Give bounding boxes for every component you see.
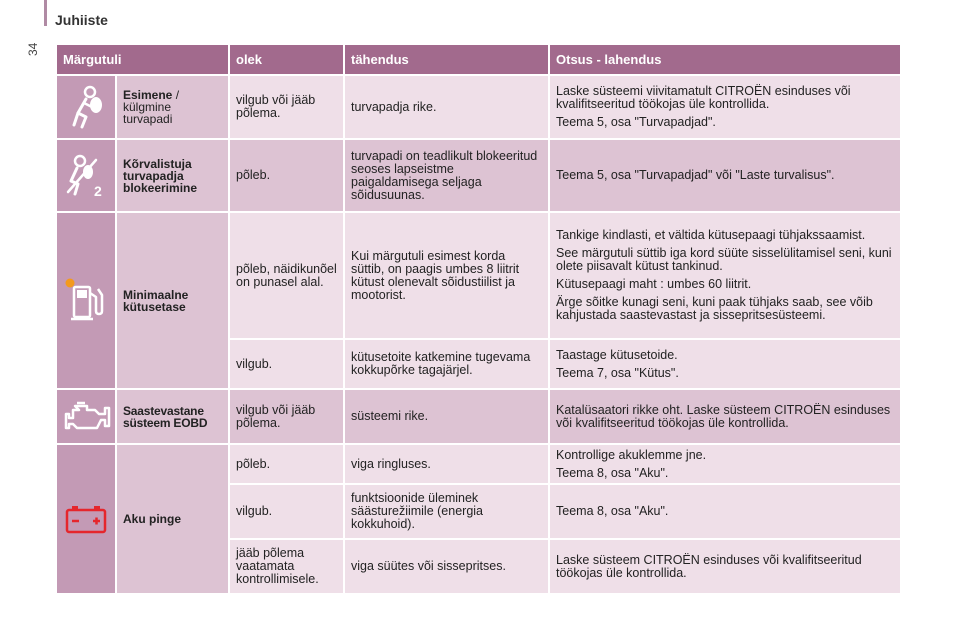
action-line: Teema 5, osa "Turvapadjad" või "Laste turvalisus". [556,168,835,182]
state-cell: vilgub. [230,340,345,390]
header-warning-light: Märgutuli [57,45,230,76]
header-state: olek [230,45,345,76]
meaning-cell: turvapadja rike. [345,76,550,140]
action-line: Kütusepaagi maht : umbes 60 liitrit. [556,277,752,291]
airbag-warning-icon [63,85,109,129]
header-action: Otsus - lahendus [550,45,902,76]
state-cell: vilgub või jääb põlema. [230,76,345,140]
action-cell [550,340,902,390]
action-cell [550,390,902,445]
action-line: Laske süsteemi viivitamatult CITROËN esinduses või kvalifitseeritud töökojas üle kontrollida. [556,84,851,111]
action-cell [550,140,902,213]
page-number: 34 [26,42,40,56]
indicator-name: Aku pinge [117,445,230,595]
indicator-name: Kõrvalistuja turvapadja blokeerimine [117,140,230,213]
engine-check-icon [63,400,109,434]
warning-lights-table [57,45,902,595]
header-meaning: tähendus [345,45,550,76]
action-line: Teema 8, osa "Aku". [556,504,669,518]
action-line: Ärge sõitke kunagi seni, kuni paak tühjaks saab, see võib kahjustada saastevastast ja sissepritsesüsteemi. [556,295,873,322]
meaning-cell: funktsioonide üleminek säästurežiimile (energia kokkuhoid). [345,485,550,540]
meaning-cell: süsteemi rike. [345,390,550,445]
state-cell: põleb. [230,445,345,485]
action-line: Taastage kütusetoide. [556,347,678,362]
icon-cell [57,445,117,595]
action-line: Laske süsteem CITROËN esinduses või kvalifitseeritud töökojas üle kontrollida. [556,552,862,580]
icon-cell [57,140,117,213]
passenger-airbag-off-icon [63,154,109,198]
state-cell: põleb. [230,140,345,213]
icon-cell [57,76,117,140]
icon-cell [57,390,117,445]
action-cell [550,213,902,340]
indicator-name: Minimaalne kütusetase [117,213,230,390]
indicator-name-rest: / külgmine turvapadi [123,88,180,126]
table-header-row [57,45,902,76]
state-cell: põleb, näidikunõel on punasel alal. [230,213,345,340]
meaning-cell: viga süütes või sissepritses. [345,540,550,595]
action-cell [550,485,902,540]
indicator-name-bold: Esimene [123,88,173,102]
table-row-battery [57,445,902,485]
action-line: Kontrollige akuklemme jne. [556,447,707,462]
action-line: Teema 5, osa "Turvapadjad". [556,115,716,129]
low-fuel-icon [63,277,109,325]
icon-cell [57,213,117,390]
state-cell: jääb põlema vaatamata kontrollimisele. [230,540,345,595]
action-cell [550,445,902,485]
table-row-low-fuel [57,213,902,340]
indicator-name: Saastevastane süsteem EOBD [117,390,230,445]
action-cell [550,76,902,140]
state-cell: vilgub või jääb põlema. [230,390,345,445]
meaning-cell: turvapadi on teadlikult blokeeritud seoses lapseistme paigaldamisega seljaga sõidusuunas. [345,140,550,213]
section-title: Juhiiste [55,12,108,28]
table-row-airbag [57,76,902,140]
state-cell: vilgub. [230,485,345,540]
table-row-eobd [57,390,902,445]
action-cell [550,540,902,595]
indicator-name [117,76,230,140]
action-line: Teema 8, osa "Aku". [556,465,669,480]
svg-text:2: 2 [94,182,102,198]
table-row-passenger-airbag [57,140,902,213]
action-line: Tankige kindlasti, et vältida kütusepaagi tühjakssaamist. [556,228,866,242]
meaning-cell: viga ringluses. [345,445,550,485]
side-rule [44,0,47,26]
meaning-cell: kütusetoite katkemine tugevama kokkupõrke tagajärjel. [345,340,550,390]
meaning-cell: Kui märgutuli esimest korda süttib, on paagis umbes 8 liitrit kütust olenevalt sõidustiilist ja mootorist. [345,213,550,340]
battery-icon [63,503,109,535]
action-line: Katalüsaatori rikke oht. Laske süsteem CITROËN esinduses või kvalifitseeritud töökojas üle kontrollida. [556,402,891,430]
action-line: Teema 7, osa "Kütus". [556,365,679,380]
action-line: See märgutuli süttib iga kord süüte sisselülitamisel seni, kuni olete piisavalt kütust tankinud. [556,246,892,273]
